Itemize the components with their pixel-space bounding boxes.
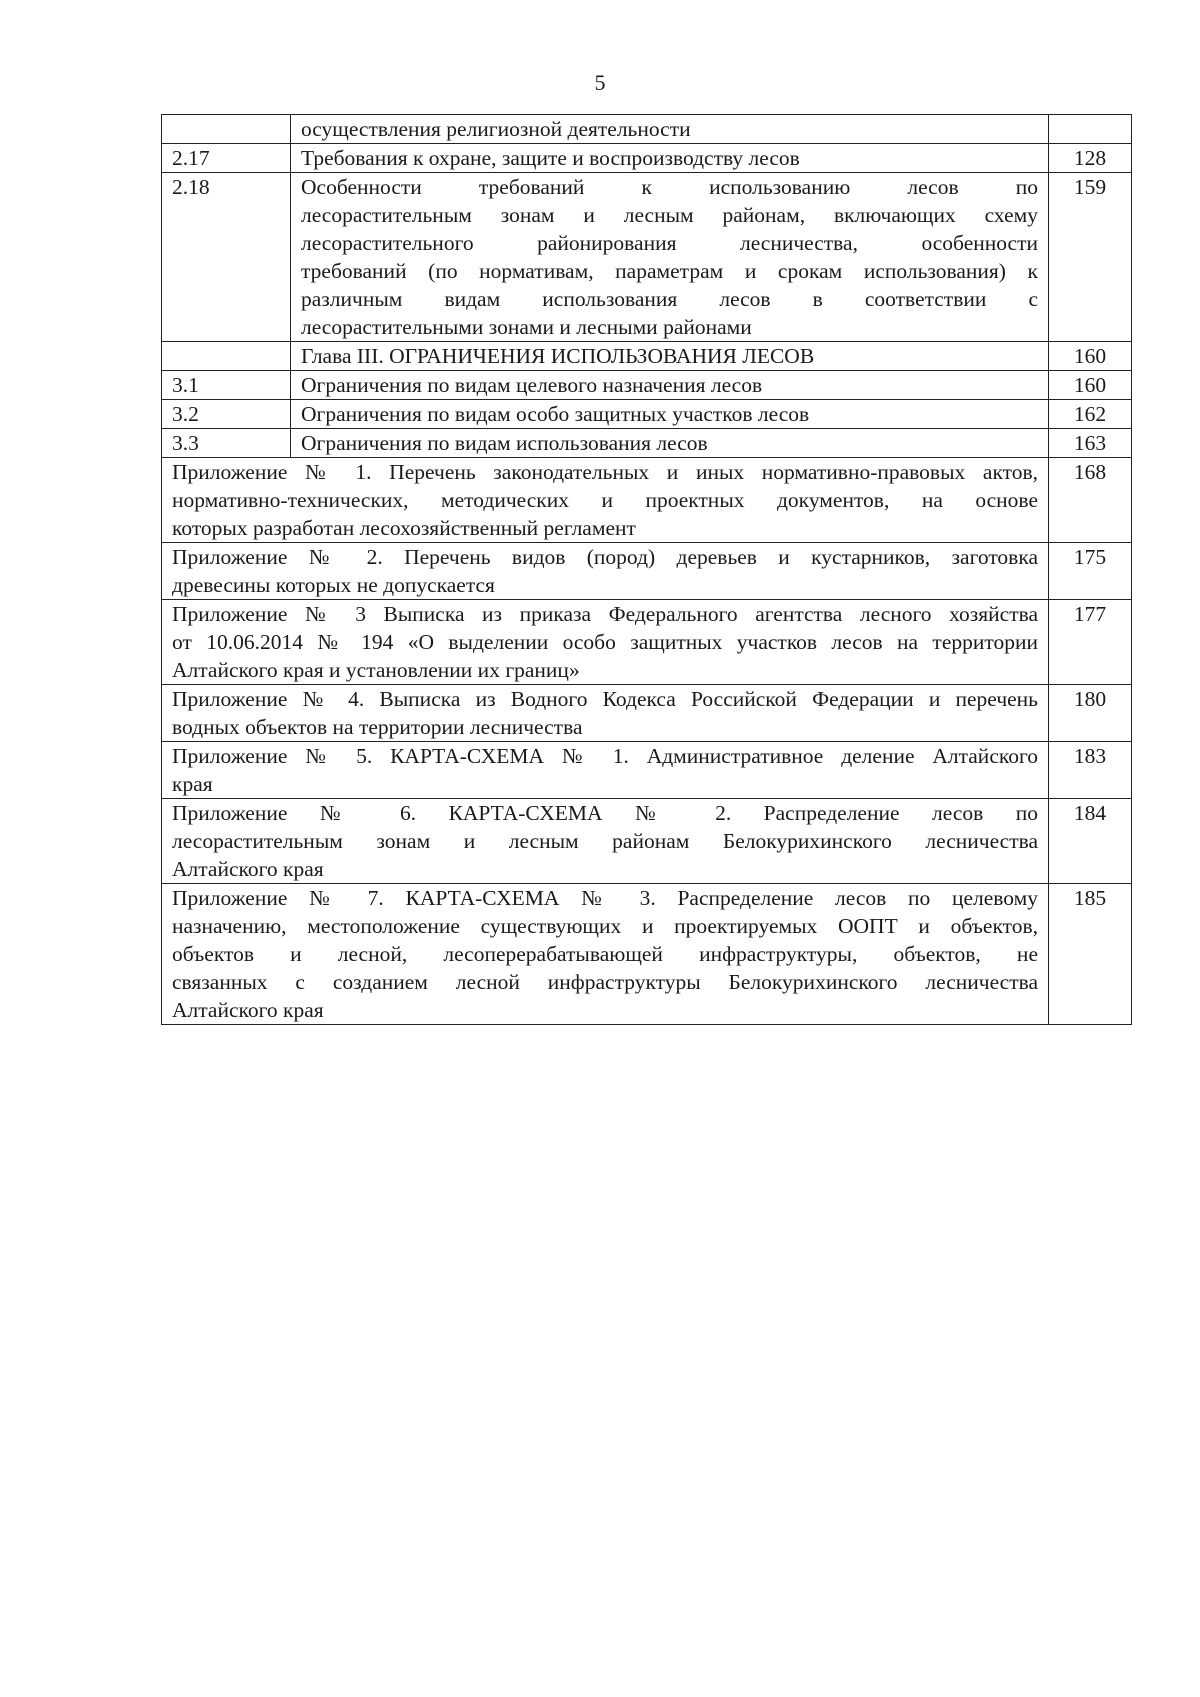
appendix-title bbox=[162, 742, 1049, 799]
entry-title-line: требований (по нормативам, параметрам и срокам использования) к bbox=[301, 259, 1038, 283]
page-ref: 128 bbox=[1049, 144, 1132, 173]
entry-title-line: связанных с созданием лесной инфраструктуры Белокурихинского лесничества bbox=[172, 970, 1038, 994]
appendix-title bbox=[162, 543, 1049, 600]
entry-title-line: осуществления религиозной деятельности bbox=[301, 117, 691, 141]
entry-title-line: нормативно-технических, методических и проектных документов, на основе bbox=[172, 488, 1038, 512]
entry-title-line: Алтайского края и установлении их границ» bbox=[172, 658, 580, 682]
entry-title-line: Алтайского края bbox=[172, 857, 324, 881]
page-ref: 180 bbox=[1049, 685, 1132, 742]
appendix-row bbox=[162, 458, 1132, 543]
appendix-title bbox=[162, 799, 1049, 884]
entry-title-line: Приложение № 6. КАРТА-СХЕМА № 2. Распределение лесов по bbox=[172, 801, 1038, 825]
page-ref: 185 bbox=[1049, 884, 1132, 1025]
toc-row bbox=[162, 371, 1132, 400]
section-number: 3.2 bbox=[162, 400, 291, 429]
entry-title-line: лесорастительного районирования лесничества, особенности bbox=[301, 231, 1038, 255]
entry-title-line: Ограничения по видам особо защитных участков лесов bbox=[301, 402, 810, 426]
page-number: 5 bbox=[594, 70, 606, 95]
entry-title-line: Приложение № 7. КАРТА-СХЕМА № 3. Распределение лесов по целевому bbox=[172, 886, 1038, 910]
entry-title-line: Ограничения по видам целевого назначения лесов bbox=[301, 373, 763, 397]
toc-row bbox=[162, 342, 1132, 371]
toc-row bbox=[162, 144, 1132, 173]
table-of-contents bbox=[161, 114, 1132, 1025]
appendix-row bbox=[162, 543, 1132, 600]
section-number: 3.1 bbox=[162, 371, 291, 400]
page-ref bbox=[1049, 115, 1132, 144]
section-number bbox=[162, 342, 291, 371]
entry-title-line: Требования к охране, защите и воспроизводству лесов bbox=[301, 146, 800, 170]
page-ref: 184 bbox=[1049, 799, 1132, 884]
toc-row bbox=[162, 173, 1132, 342]
section-number bbox=[162, 115, 291, 144]
entry-title-line: лесорастительным зонам и лесным районам Белокурихинского лесничества bbox=[172, 829, 1038, 853]
entry-title-line: Приложение № 2. Перечень видов (пород) деревьев и кустарников, заготовка bbox=[172, 545, 1038, 569]
page-ref: 168 bbox=[1049, 458, 1132, 543]
page-ref: 160 bbox=[1049, 342, 1132, 371]
section-title bbox=[291, 429, 1049, 458]
entry-title-line: Особенности требований к использованию лесов по bbox=[301, 175, 1038, 199]
section-number: 2.18 bbox=[162, 173, 291, 342]
entry-title-line: Приложение № 5. КАРТА-СХЕМА № 1. Административное деление Алтайского bbox=[172, 744, 1038, 768]
entry-title-line: древесины которых не допускается bbox=[172, 573, 495, 597]
entry-title-line: различным видам использования лесов в соответствии с bbox=[301, 287, 1038, 311]
appendix-row bbox=[162, 742, 1132, 799]
appendix-title bbox=[162, 600, 1049, 685]
entry-title-line: Приложение № 4. Выписка из Водного Кодекса Российской Федерации и перечень bbox=[172, 687, 1038, 711]
toc-row bbox=[162, 429, 1132, 458]
page-ref: 175 bbox=[1049, 543, 1132, 600]
appendix-title bbox=[162, 884, 1049, 1025]
entry-title-line: Ограничения по видам использования лесов bbox=[301, 431, 708, 455]
page-ref: 177 bbox=[1049, 600, 1132, 685]
entry-title-line: назначению, местоположение существующих и проектируемых ООПТ и объектов, bbox=[172, 914, 1038, 938]
page-ref: 163 bbox=[1049, 429, 1132, 458]
toc-row bbox=[162, 115, 1132, 144]
appendix-row bbox=[162, 884, 1132, 1025]
entry-title-line: которых разработан лесохозяйственный регламент bbox=[172, 516, 636, 540]
appendix-title bbox=[162, 685, 1049, 742]
page-ref: 162 bbox=[1049, 400, 1132, 429]
section-title bbox=[291, 371, 1049, 400]
appendix-row bbox=[162, 799, 1132, 884]
section-number: 3.3 bbox=[162, 429, 291, 458]
section-title bbox=[291, 144, 1049, 173]
page-ref: 160 bbox=[1049, 371, 1132, 400]
entry-title-line: объектов и лесной, лесоперерабатывающей инфраструктуры, объектов, не bbox=[172, 942, 1038, 966]
entry-title-line: края bbox=[172, 772, 213, 796]
section-title bbox=[291, 115, 1049, 144]
entry-title-line: от 10.06.2014 № 194 «О выделении особо защитных участков лесов на территории bbox=[172, 630, 1038, 654]
section-title bbox=[291, 342, 1049, 371]
section-title bbox=[291, 173, 1049, 342]
page-ref: 183 bbox=[1049, 742, 1132, 799]
entry-title-line: Глава III. ОГРАНИЧЕНИЯ ИСПОЛЬЗОВАНИЯ ЛЕСОВ bbox=[301, 344, 815, 368]
entry-title-line: Приложение № 3 Выписка из приказа Федерального агентства лесного хозяйства bbox=[172, 602, 1038, 626]
section-title bbox=[291, 400, 1049, 429]
page-ref: 159 bbox=[1049, 173, 1132, 342]
entry-title-line: лесорастительными зонами и лесными районами bbox=[301, 315, 752, 339]
appendix-title bbox=[162, 458, 1049, 543]
entry-title-line: водных объектов на территории лесничества bbox=[172, 715, 583, 739]
section-number: 2.17 bbox=[162, 144, 291, 173]
entry-title-line: лесорастительным зонам и лесным районам, включающих схему bbox=[301, 203, 1038, 227]
toc-row bbox=[162, 400, 1132, 429]
appendix-row bbox=[162, 685, 1132, 742]
appendix-row bbox=[162, 600, 1132, 685]
entry-title-line: Алтайского края bbox=[172, 998, 324, 1022]
entry-title-line: Приложение № 1. Перечень законодательных и иных нормативно-правовых актов, bbox=[172, 460, 1038, 484]
